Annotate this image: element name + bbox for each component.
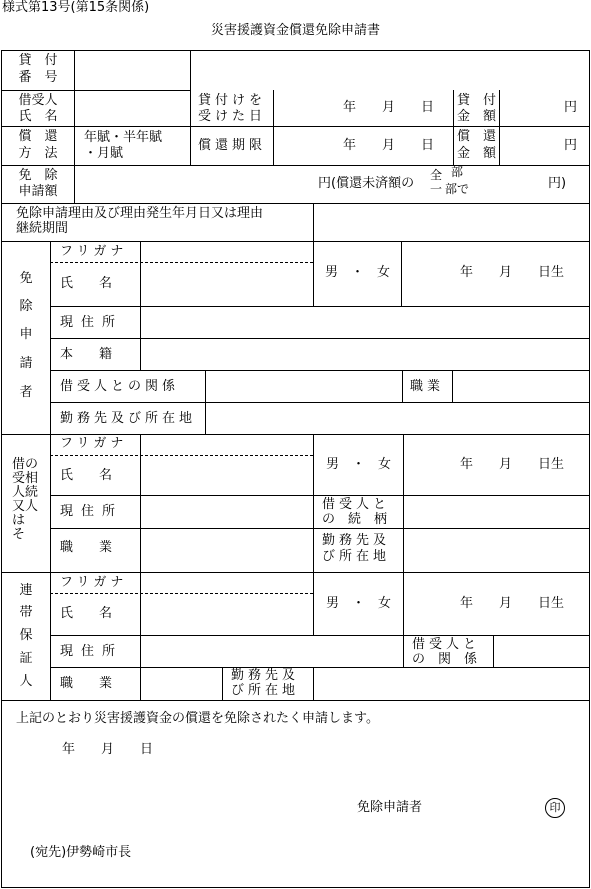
all-option: 全: [430, 168, 443, 182]
exemption-yen-close: 円): [548, 176, 567, 191]
guarantor-furigana-label: フリガナ: [60, 575, 128, 590]
part-option: 一: [430, 182, 443, 196]
guarantor-birth: 年 月 日生: [460, 596, 565, 611]
heir-occupation-label: 職 業: [60, 540, 113, 555]
guarantor-label-char: 保: [19, 628, 33, 643]
repayment-method-option-1: 年賦・半年賦: [84, 130, 163, 145]
applicant-relation-label: 借受人との関係: [60, 379, 180, 394]
applicant-label-char: 請: [19, 356, 33, 371]
applicant-name-label: 氏 名: [60, 276, 113, 291]
heir-label-line: そ: [12, 527, 26, 542]
heir-relation-label-1: 借受人と: [322, 497, 391, 512]
applicant-address-label: 現住所: [60, 315, 124, 330]
repayment-amount-yen: 円: [564, 138, 578, 153]
guarantor-label-char: 連: [19, 583, 33, 598]
addressee: (宛先)伊勢崎市長: [30, 845, 132, 860]
seal-mark-icon: 印: [545, 798, 565, 818]
loan-amount-label-1: 貸 付: [456, 93, 496, 108]
bu-top: 部: [451, 165, 464, 179]
heir-birth: 年 月 日生: [460, 457, 565, 472]
repayment-method-label-2: 方 法: [18, 146, 58, 161]
guarantor-gender: 男 ・ 女: [325, 596, 391, 611]
repayment-period-label: 償還期限: [197, 138, 266, 153]
guarantor-relation-label-2: の 関 係: [412, 652, 478, 667]
repayment-method-option-2: ・月賦: [84, 146, 124, 161]
applicant-label-char: 申: [19, 327, 33, 342]
loan-date-label-1: 貸付けを: [197, 93, 266, 108]
borrower-name-label-2: 氏 名: [18, 109, 58, 124]
guarantor-address-label: 現住所: [60, 644, 124, 659]
heir-workplace-label-2: び所在地: [322, 549, 391, 564]
exemption-amount-label-2: 申請額: [18, 184, 58, 199]
guarantor-occupation-label: 職 業: [60, 676, 113, 691]
applicant-label-char: 免: [19, 271, 33, 286]
heir-gender: 男 ・ 女: [325, 457, 391, 472]
guarantor-name-label: 氏 名: [60, 606, 113, 621]
heir-name-label: 氏 名: [60, 468, 113, 483]
applicant-furigana-label: フリガナ: [60, 244, 128, 259]
exemption-amount-text: 円(償還未済額の: [318, 176, 415, 191]
guarantor-relation-label-1: 借受人と: [412, 637, 481, 652]
loan-number-label-1: 貸 付: [18, 53, 58, 68]
repayment-amount-label-2: 金 額: [456, 146, 496, 161]
borrower-name-label-1: 借受人: [18, 93, 58, 108]
heir-label-line: 人続: [12, 485, 39, 500]
reason-label-2: 継続期間: [16, 221, 69, 236]
declaration-date: 年 月 日: [62, 742, 154, 757]
loan-number-label-2: 番 号: [18, 70, 58, 85]
declaration-statement: 上記のとおり災害援護資金の償還を免除されたく申請します。: [16, 711, 379, 726]
applicant-label-char: 者: [19, 385, 33, 400]
applicant-occupation-label: 職業: [410, 379, 445, 394]
guarantor-label-char: 帯: [19, 605, 33, 620]
applicant-gender: 男 ・ 女: [324, 265, 390, 280]
applicant-signature-label: 免除申請者: [357, 800, 423, 815]
applicant-birth: 年 月 日生: [460, 265, 565, 280]
heir-label-line: は: [12, 513, 26, 528]
guarantor-workplace-label-2: び所在地: [231, 683, 300, 698]
form-number: 様式第13号(第15条関係): [2, 0, 150, 15]
heir-label-line: 借の: [12, 457, 39, 472]
applicant-label-char: 除: [19, 299, 33, 314]
heir-furigana-label: フリガナ: [60, 436, 128, 451]
exemption-amount-label-1: 免 除: [18, 168, 58, 183]
bu-bottom: 部で: [445, 182, 470, 196]
applicant-workplace-label: 勤務先及び所在地: [60, 411, 197, 426]
loan-amount-label-2: 金 額: [456, 109, 496, 124]
loan-date-label-2: 受けた日: [197, 109, 266, 124]
repayment-period-value: 年 月 日: [343, 138, 435, 153]
heir-label-line: 又人: [12, 499, 39, 514]
reason-label-1: 免除申請理由及び理由発生年月日又は理由: [16, 206, 264, 221]
loan-date-value: 年 月 日: [343, 100, 435, 115]
heir-workplace-label-1: 勤務先及: [322, 533, 391, 548]
form-title: 災害援護資金償還免除申請書: [210, 23, 380, 38]
loan-amount-yen: 円: [564, 100, 578, 115]
guarantor-label-char: 証: [19, 651, 33, 666]
heir-relation-label-2: の 続 柄: [322, 512, 388, 527]
guarantor-workplace-label-1: 勤務先及: [231, 668, 300, 683]
repayment-method-label-1: 償 還: [18, 129, 58, 144]
heir-label-line: 受相: [12, 471, 39, 486]
repayment-amount-label-1: 償 還: [456, 129, 496, 144]
guarantor-label-char: 人: [19, 674, 33, 689]
heir-address-label: 現住所: [60, 504, 124, 519]
applicant-domicile-label: 本 籍: [60, 347, 113, 362]
